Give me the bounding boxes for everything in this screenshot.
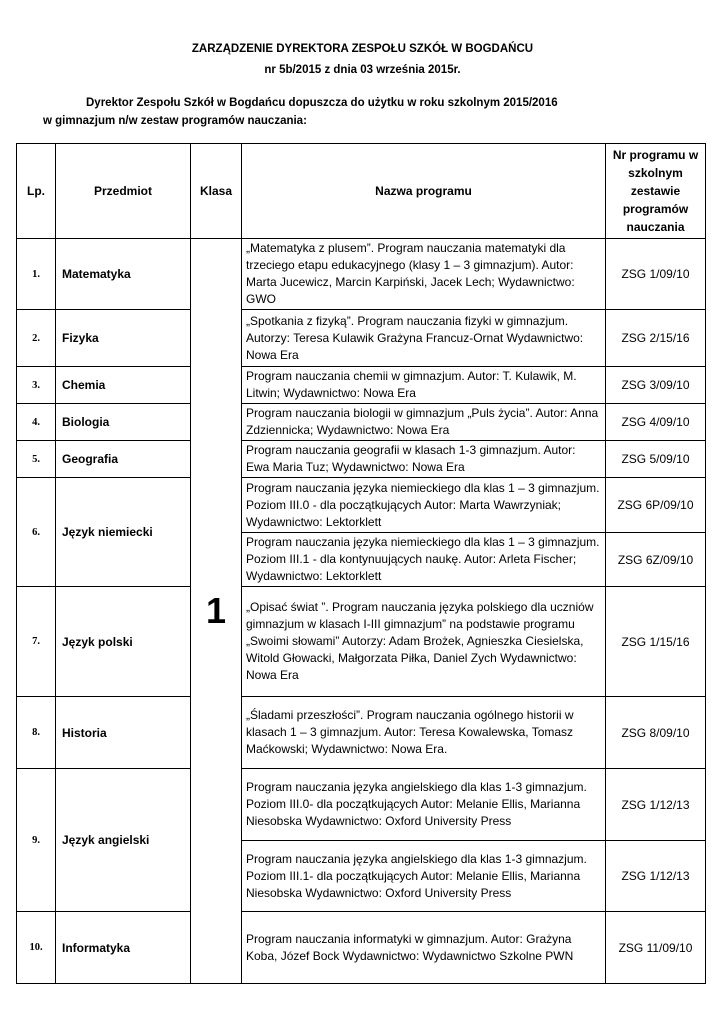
table-row xyxy=(17,912,706,984)
row-lp: 10. xyxy=(17,912,56,984)
row-subject: Biologia xyxy=(56,404,191,441)
row-subject: Język angielski xyxy=(56,769,191,912)
row-nr: ZSG 1/12/13 xyxy=(606,769,706,841)
table-row xyxy=(17,478,706,533)
header-klasa: Klasa xyxy=(191,144,242,239)
row-program: „Matematyka z plusem”. Program nauczania matematyki dla trzeciego etapu edukacyjnego (klasy 1 – 3 gimnazjum). Autor: Marta Jucewicz, Marcin Karpiński, Jacek Lech; Wydawnictwo: GWO xyxy=(242,239,606,310)
row-nr: ZSG 4/09/10 xyxy=(606,404,706,441)
row-nr: ZSG 8/09/10 xyxy=(606,697,706,769)
table-row xyxy=(17,367,706,404)
row-program: Program nauczania języka niemieckiego dla klas 1 – 3 gimnazjum. Poziom III.0 - dla początkujących Autor: Marta Wawrzyniak; Wydawnictwo: Lektorklett xyxy=(242,478,606,533)
table-header-row xyxy=(17,144,706,239)
header-nr: Nr programu w szkolnym zestawie programów nauczania xyxy=(606,144,706,239)
row-subject: Geografia xyxy=(56,441,191,478)
row-nr: ZSG 1/12/13 xyxy=(606,841,706,912)
row-subject: Historia xyxy=(56,697,191,769)
row-program: Program nauczania języka angielskiego dla klas 1-3 gimnazjum. Poziom III.1- dla początkujących Autor: Melanie Ellis, Marianna Niesobska Wydawnictwo: Oxford University Press xyxy=(242,841,606,912)
row-nr: ZSG 11/09/10 xyxy=(606,912,706,984)
row-nr: ZSG 2/15/16 xyxy=(606,310,706,367)
klasa-value: 1 xyxy=(191,239,242,984)
row-subject: Język niemiecki xyxy=(56,478,191,587)
row-program: Program nauczania języka niemieckiego dla klas 1 – 3 gimnazjum. Poziom III.1 - dla kontynuujących naukę. Autor: Arleta Fischer; Wydawnictwo: Lektorklett xyxy=(242,533,606,587)
row-nr: ZSG 6P/09/10 xyxy=(606,478,706,533)
table-row xyxy=(17,404,706,441)
intro-line-2: w gimnazjum n/w zestaw programów nauczania: xyxy=(43,115,307,127)
table-row xyxy=(17,441,706,478)
table-row xyxy=(17,587,706,697)
row-subject: Fizyka xyxy=(56,310,191,367)
table-row xyxy=(17,310,706,367)
row-program: Program nauczania informatyki w gimnazjum. Autor: Grażyna Koba, Józef Bock Wydawnictwo: Wydawnictwo Szkolne PWN xyxy=(242,912,606,984)
row-lp: 7. xyxy=(17,587,56,697)
row-program: Program nauczania języka angielskiego dla klas 1-3 gimnazjum. Poziom III.0- dla początkujących Autor: Melanie Ellis, Marianna Niesobska Wydawnictwo: Oxford University Press xyxy=(242,769,606,841)
row-subject: Chemia xyxy=(56,367,191,404)
row-lp: 4. xyxy=(17,404,56,441)
row-subject: Język polski xyxy=(56,587,191,697)
row-lp: 2. xyxy=(17,310,56,367)
row-subject: Informatyka xyxy=(56,912,191,984)
row-program: Program nauczania biologii w gimnazjum „Puls życia”. Autor: Anna Zdziennicka; Wydawnictwo: Nowa Era xyxy=(242,404,606,441)
table-row xyxy=(17,769,706,841)
document-number: nr 5b/2015 z dnia 03 września 2015r. xyxy=(264,64,461,76)
row-nr: ZSG 3/09/10 xyxy=(606,367,706,404)
row-nr: ZSG 5/09/10 xyxy=(606,441,706,478)
row-lp: 3. xyxy=(17,367,56,404)
header-lp: Lp. xyxy=(17,144,56,239)
row-nr: ZSG 1/15/16 xyxy=(606,587,706,697)
row-program: Program nauczania geografii w klasach 1-3 gimnazjum. Autor: Ewa Maria Tuz; Wydawnictwo: Nowa Era xyxy=(242,441,606,478)
intro-line-1: Dyrektor Zespołu Szkół w Bogdańcu dopuszcza do użytku w roku szkolnym 2015/2016 xyxy=(86,97,558,109)
row-subject: Matematyka xyxy=(56,239,191,310)
program-table xyxy=(16,143,706,984)
table-row xyxy=(17,697,706,769)
row-program: Program nauczania chemii w gimnazjum. Autor: T. Kulawik, M. Litwin; Wydawnictwo: Nowa Era xyxy=(242,367,606,404)
header-program: Nazwa programu xyxy=(242,144,606,239)
row-nr: ZSG 1/09/10 xyxy=(606,239,706,310)
row-program: „Śladami przeszłości”. Program nauczania ogólnego historii w klasach 1 – 3 gimnazjum. Autor: Teresa Kowalewska, Tomasz Maćkowski; Wydawnictwo: Nowa Era. xyxy=(242,697,606,769)
document-title: ZARZĄDZENIE DYREKTORA ZESPOŁU SZKÓŁ W BOGDAŃCU xyxy=(191,43,534,55)
row-nr: ZSG 6Z/09/10 xyxy=(606,533,706,587)
row-program: „Spotkania z fizyką”. Program nauczania fizyki w gimnazjum. Autorzy: Teresa Kulawik Grażyna Francuz-Ornat Wydawnictwo: Nowa Era xyxy=(242,310,606,367)
table-row xyxy=(17,239,706,310)
row-lp: 6. xyxy=(17,478,56,587)
row-program: „Opisać świat ”. Program nauczania języka polskiego dla uczniów gimnazjum w klasach I-III gimnazjum” na podstawie programu „Swoimi słowami” Autorzy: Adam Brożek, Agnieszka Ciesielska, Witold Głowacki, Małgorzata Piłka, Daniel Zych Wydawnictwo: Nowa Era xyxy=(242,587,606,697)
header-subject: Przedmiot xyxy=(56,144,191,239)
row-lp: 8. xyxy=(17,697,56,769)
row-lp: 1. xyxy=(17,239,56,310)
row-lp: 5. xyxy=(17,441,56,478)
row-lp: 9. xyxy=(17,769,56,912)
